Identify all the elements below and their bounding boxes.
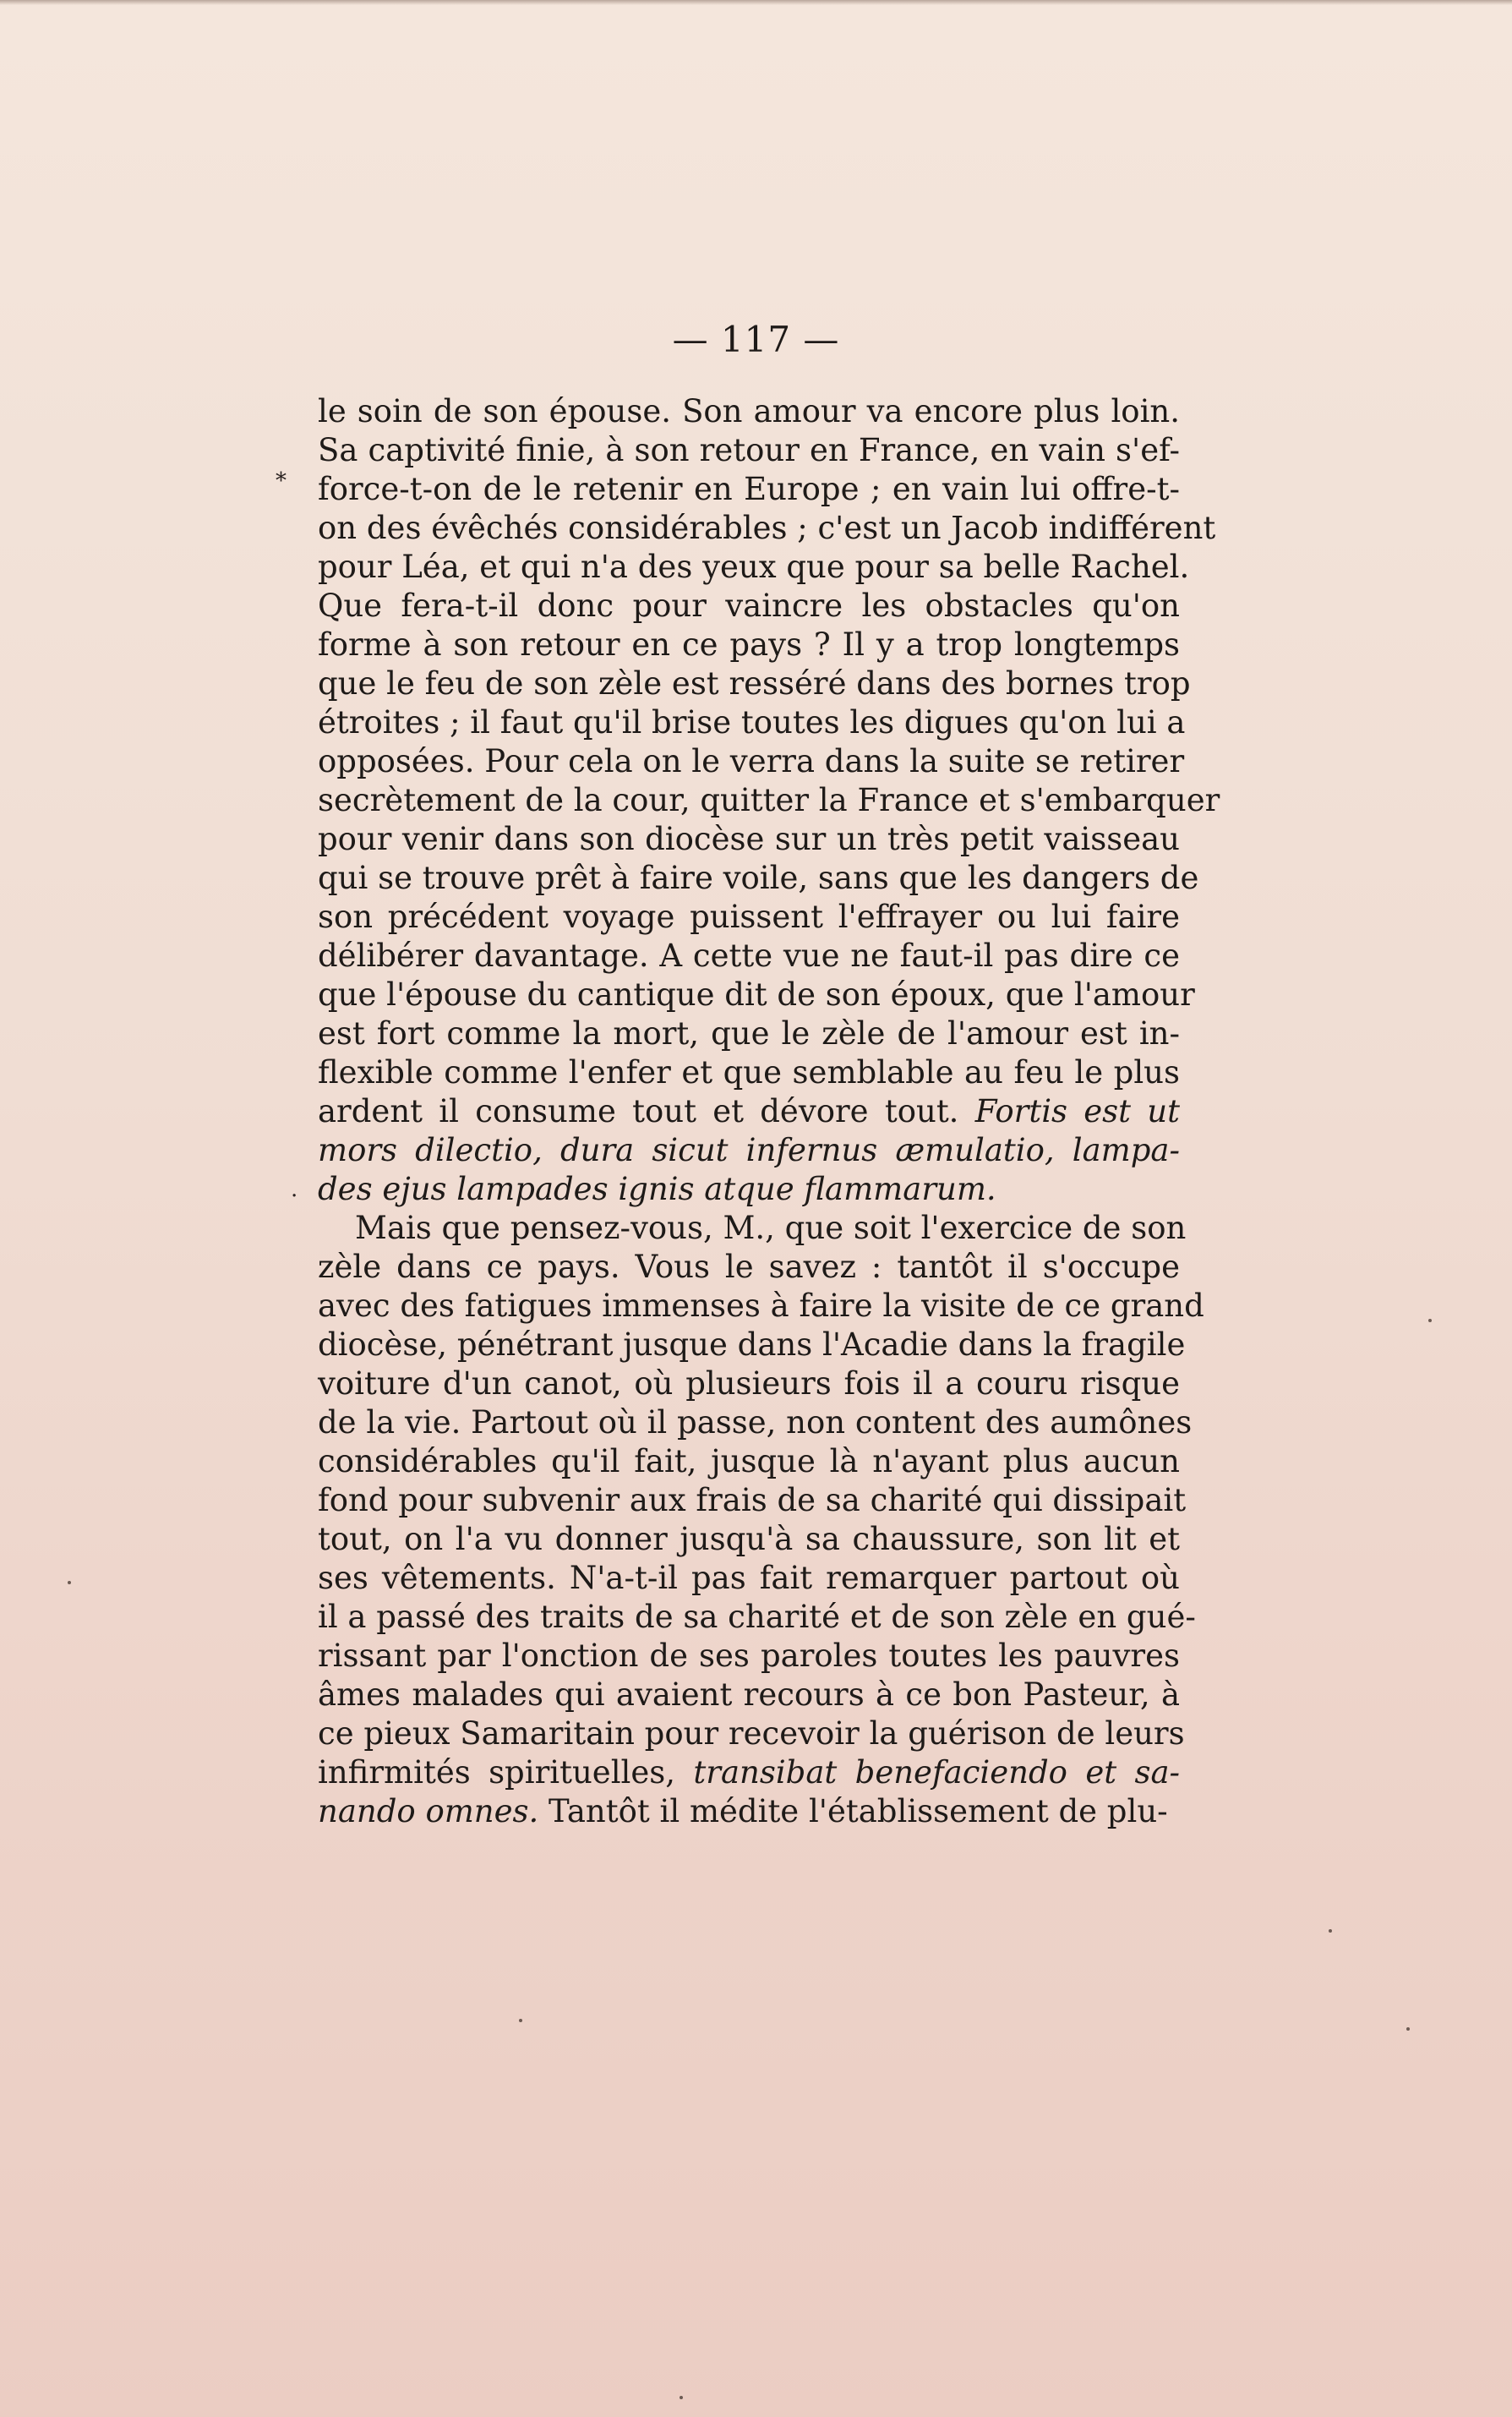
latin-italic-text: nando omnes. — [318, 1793, 539, 1829]
page-number: — 117 — — [672, 319, 840, 360]
text-segment: secrètement de la cour, quitter la France et s'embarquer — [318, 782, 1220, 818]
text-segment: ardent il consume tout et dévore tout. — [318, 1093, 975, 1129]
text-line — [318, 703, 1186, 742]
text-line — [318, 548, 1190, 587]
text-segment: zèle dans ce pays. Vous le savez : tantôt il s'occupe — [318, 1249, 1180, 1285]
text-segment: qui se trouve prêt à faire voile, sans que les dangers de — [318, 860, 1199, 896]
text-line — [318, 1792, 1180, 1831]
text-line — [318, 431, 1180, 470]
latin-italic-text: transibat benefaciendo et sa- — [693, 1754, 1180, 1791]
margin-asterisk: * — [276, 468, 287, 494]
text-line — [318, 1364, 1180, 1403]
text-segment: le soin de son épouse. Son amour va encore plus loin. — [318, 393, 1180, 429]
latin-italic-text: Fortis est ut — [974, 1093, 1180, 1129]
text-segment: Mais que pensez-vous, M., que soit l'exercice de son — [355, 1210, 1187, 1246]
text-segment: que l'épouse du cantique dit de son époux, que l'amour — [318, 976, 1195, 1013]
text-line — [318, 781, 1220, 820]
text-segment: voiture d'un canot, où plusieurs fois il a couru risque — [318, 1365, 1180, 1402]
text-segment: diocèse, pénétrant jusque dans l'Acadie dans la fragile — [318, 1326, 1186, 1363]
text-segment: de la vie. Partout où il passe, non content des aumônes — [318, 1404, 1193, 1441]
text-segment: que le feu de son zèle est resséré dans des bornes trop — [318, 665, 1191, 702]
paper-speck — [519, 2019, 522, 2022]
text-segment: Que fera-t-il donc pour vaincre les obstacles qu'on — [318, 588, 1180, 624]
text-line — [318, 470, 1180, 509]
text-segment: son précédent voyage puissent l'effrayer ou lui faire — [318, 899, 1180, 935]
text-line — [318, 1248, 1180, 1287]
text-line — [318, 1287, 1204, 1326]
text-line — [318, 509, 1216, 548]
text-segment: flexible comme l'enfer et que semblable au feu le plus — [318, 1054, 1180, 1091]
text-line — [318, 976, 1195, 1014]
latin-italic-text: mors dilectio, dura sicut infernus æmulatio, lampa- — [318, 1132, 1180, 1168]
text-line — [318, 626, 1180, 664]
text-line — [318, 1092, 1180, 1131]
text-segment: considérables qu'il fait, jusque là n'ayant plus aucun — [318, 1443, 1180, 1479]
text-segment: opposées. Pour cela on le verra dans la suite se retirer — [318, 743, 1185, 779]
text-segment: infirmités spirituelles, — [318, 1754, 694, 1791]
text-line — [318, 1714, 1185, 1753]
text-line — [318, 898, 1180, 937]
margin-dot: . — [291, 1177, 298, 1202]
text-line — [318, 1598, 1196, 1637]
text-line — [318, 820, 1180, 859]
text-line — [318, 937, 1180, 976]
text-line — [318, 859, 1199, 898]
text-line — [318, 1053, 1180, 1092]
text-segment: étroites ; il faut qu'il brise toutes les digues qu'on lui a — [318, 704, 1186, 741]
text-line — [318, 1637, 1180, 1676]
text-line — [318, 1170, 1180, 1209]
text-segment: pour Léa, et qui n'a des yeux que pour sa belle Rachel. — [318, 549, 1190, 585]
text-segment: il a passé des traits de sa charité et de son zèle en gué- — [318, 1599, 1196, 1635]
text-segment: forme à son retour en ce pays ? Il y a trop longtemps — [318, 626, 1180, 663]
text-segment: Tantôt il médite l'établissement de plu- — [538, 1793, 1168, 1829]
text-segment: on des évêchés considérables ; c'est un Jacob indifférent — [318, 510, 1216, 546]
body-text — [318, 392, 1220, 1831]
text-line — [318, 1403, 1193, 1442]
text-line — [318, 1014, 1180, 1053]
text-line — [318, 1131, 1180, 1170]
text-segment: avec des fatigues immenses à faire la visite de ce grand — [318, 1288, 1204, 1324]
text-line — [318, 392, 1180, 431]
text-segment: Sa captivité finie, à son retour en France, en vain s'ef- — [318, 432, 1180, 468]
text-line — [318, 742, 1185, 781]
text-line — [318, 1481, 1187, 1520]
text-segment: est fort comme la mort, que le zèle de l'amour est in- — [318, 1015, 1180, 1052]
text-line — [318, 1326, 1186, 1364]
text-line — [318, 1559, 1180, 1598]
paper-speck — [1329, 1929, 1332, 1933]
paper-speck — [1406, 2027, 1410, 2031]
latin-italic-text: des ejus lampades ignis atque flammarum. — [318, 1171, 996, 1207]
text-line — [318, 1753, 1180, 1792]
text-line — [318, 1520, 1180, 1559]
paper-speck — [680, 2396, 683, 2399]
page-top-edge — [0, 0, 1512, 5]
text-segment: pour venir dans son diocèse sur un très petit vaisseau — [318, 821, 1180, 857]
text-line — [318, 1676, 1180, 1714]
text-segment: ses vêtements. N'a-t-il pas fait remarquer partout où — [318, 1560, 1180, 1596]
text-line — [318, 664, 1191, 703]
text-segment: ce pieux Samaritain pour recevoir la guérison de leurs — [318, 1715, 1185, 1752]
text-segment: tout, on l'a vu donner jusqu'à sa chaussure, son lit et — [318, 1521, 1180, 1557]
paper-speck — [1428, 1319, 1432, 1322]
text-segment: fond pour subvenir aux frais de sa charité qui dissipait — [318, 1482, 1187, 1518]
text-line — [318, 1209, 1187, 1248]
text-segment: délibérer davantage. A cette vue ne faut-il pas dire ce — [318, 938, 1180, 974]
paper-speck — [68, 1581, 71, 1584]
text-segment: rissant par l'onction de ses paroles toutes les pauvres — [318, 1638, 1180, 1674]
text-segment: âmes malades qui avaient recours à ce bon Pasteur, à — [318, 1676, 1180, 1713]
text-line — [318, 587, 1180, 626]
text-line — [318, 1442, 1180, 1481]
text-segment: force-t-on de le retenir en Europe ; en vain lui offre-t- — [318, 471, 1180, 507]
